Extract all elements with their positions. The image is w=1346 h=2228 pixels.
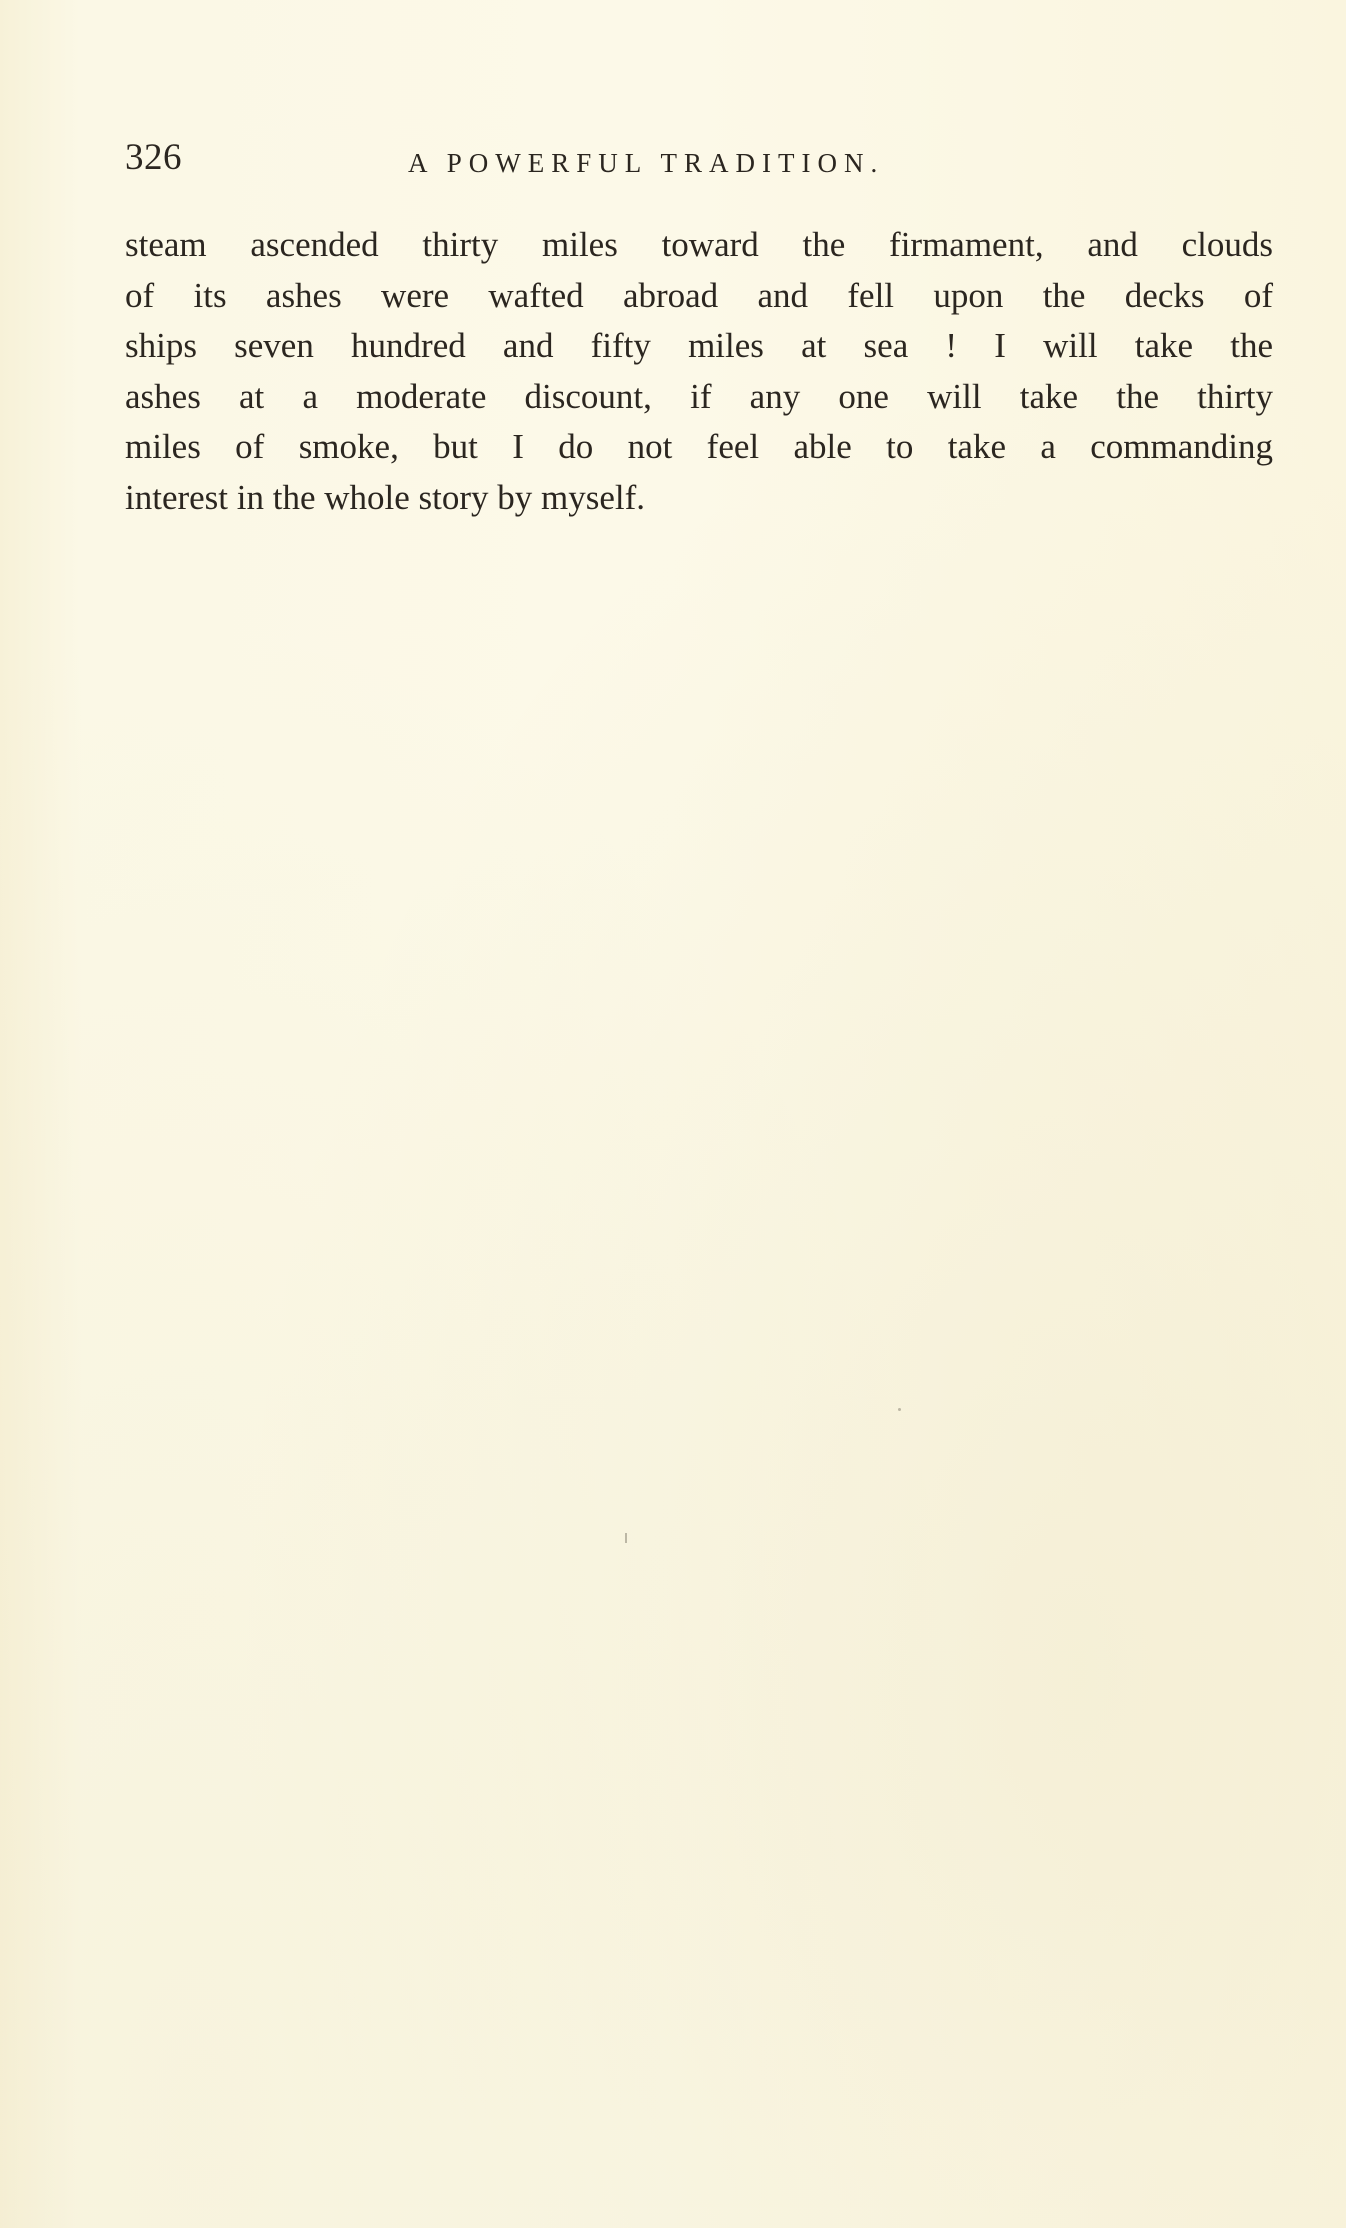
text-line: steam ascended thirty miles toward the firmament, and clouds <box>125 225 1273 264</box>
running-title: A POWERFUL TRADITION. <box>408 148 885 178</box>
running-head <box>0 138 1346 188</box>
paper-speck <box>898 1408 901 1411</box>
text-line: interest in the whole story by myself. <box>125 477 646 517</box>
body-paragraph <box>125 220 1273 523</box>
text-line: of its ashes were wafted abroad and fell upon the decks of <box>125 275 1273 315</box>
text-line: ships seven hundred and fifty miles at sea ! I will take the <box>125 326 1273 365</box>
page-number: 326 <box>125 137 182 178</box>
paper-speck <box>625 1533 627 1543</box>
text-line: ashes at a moderate discount, if any one will take the thirty <box>125 376 1273 416</box>
text-line: miles of smoke, but I do not feel able to take a commanding <box>125 427 1273 466</box>
